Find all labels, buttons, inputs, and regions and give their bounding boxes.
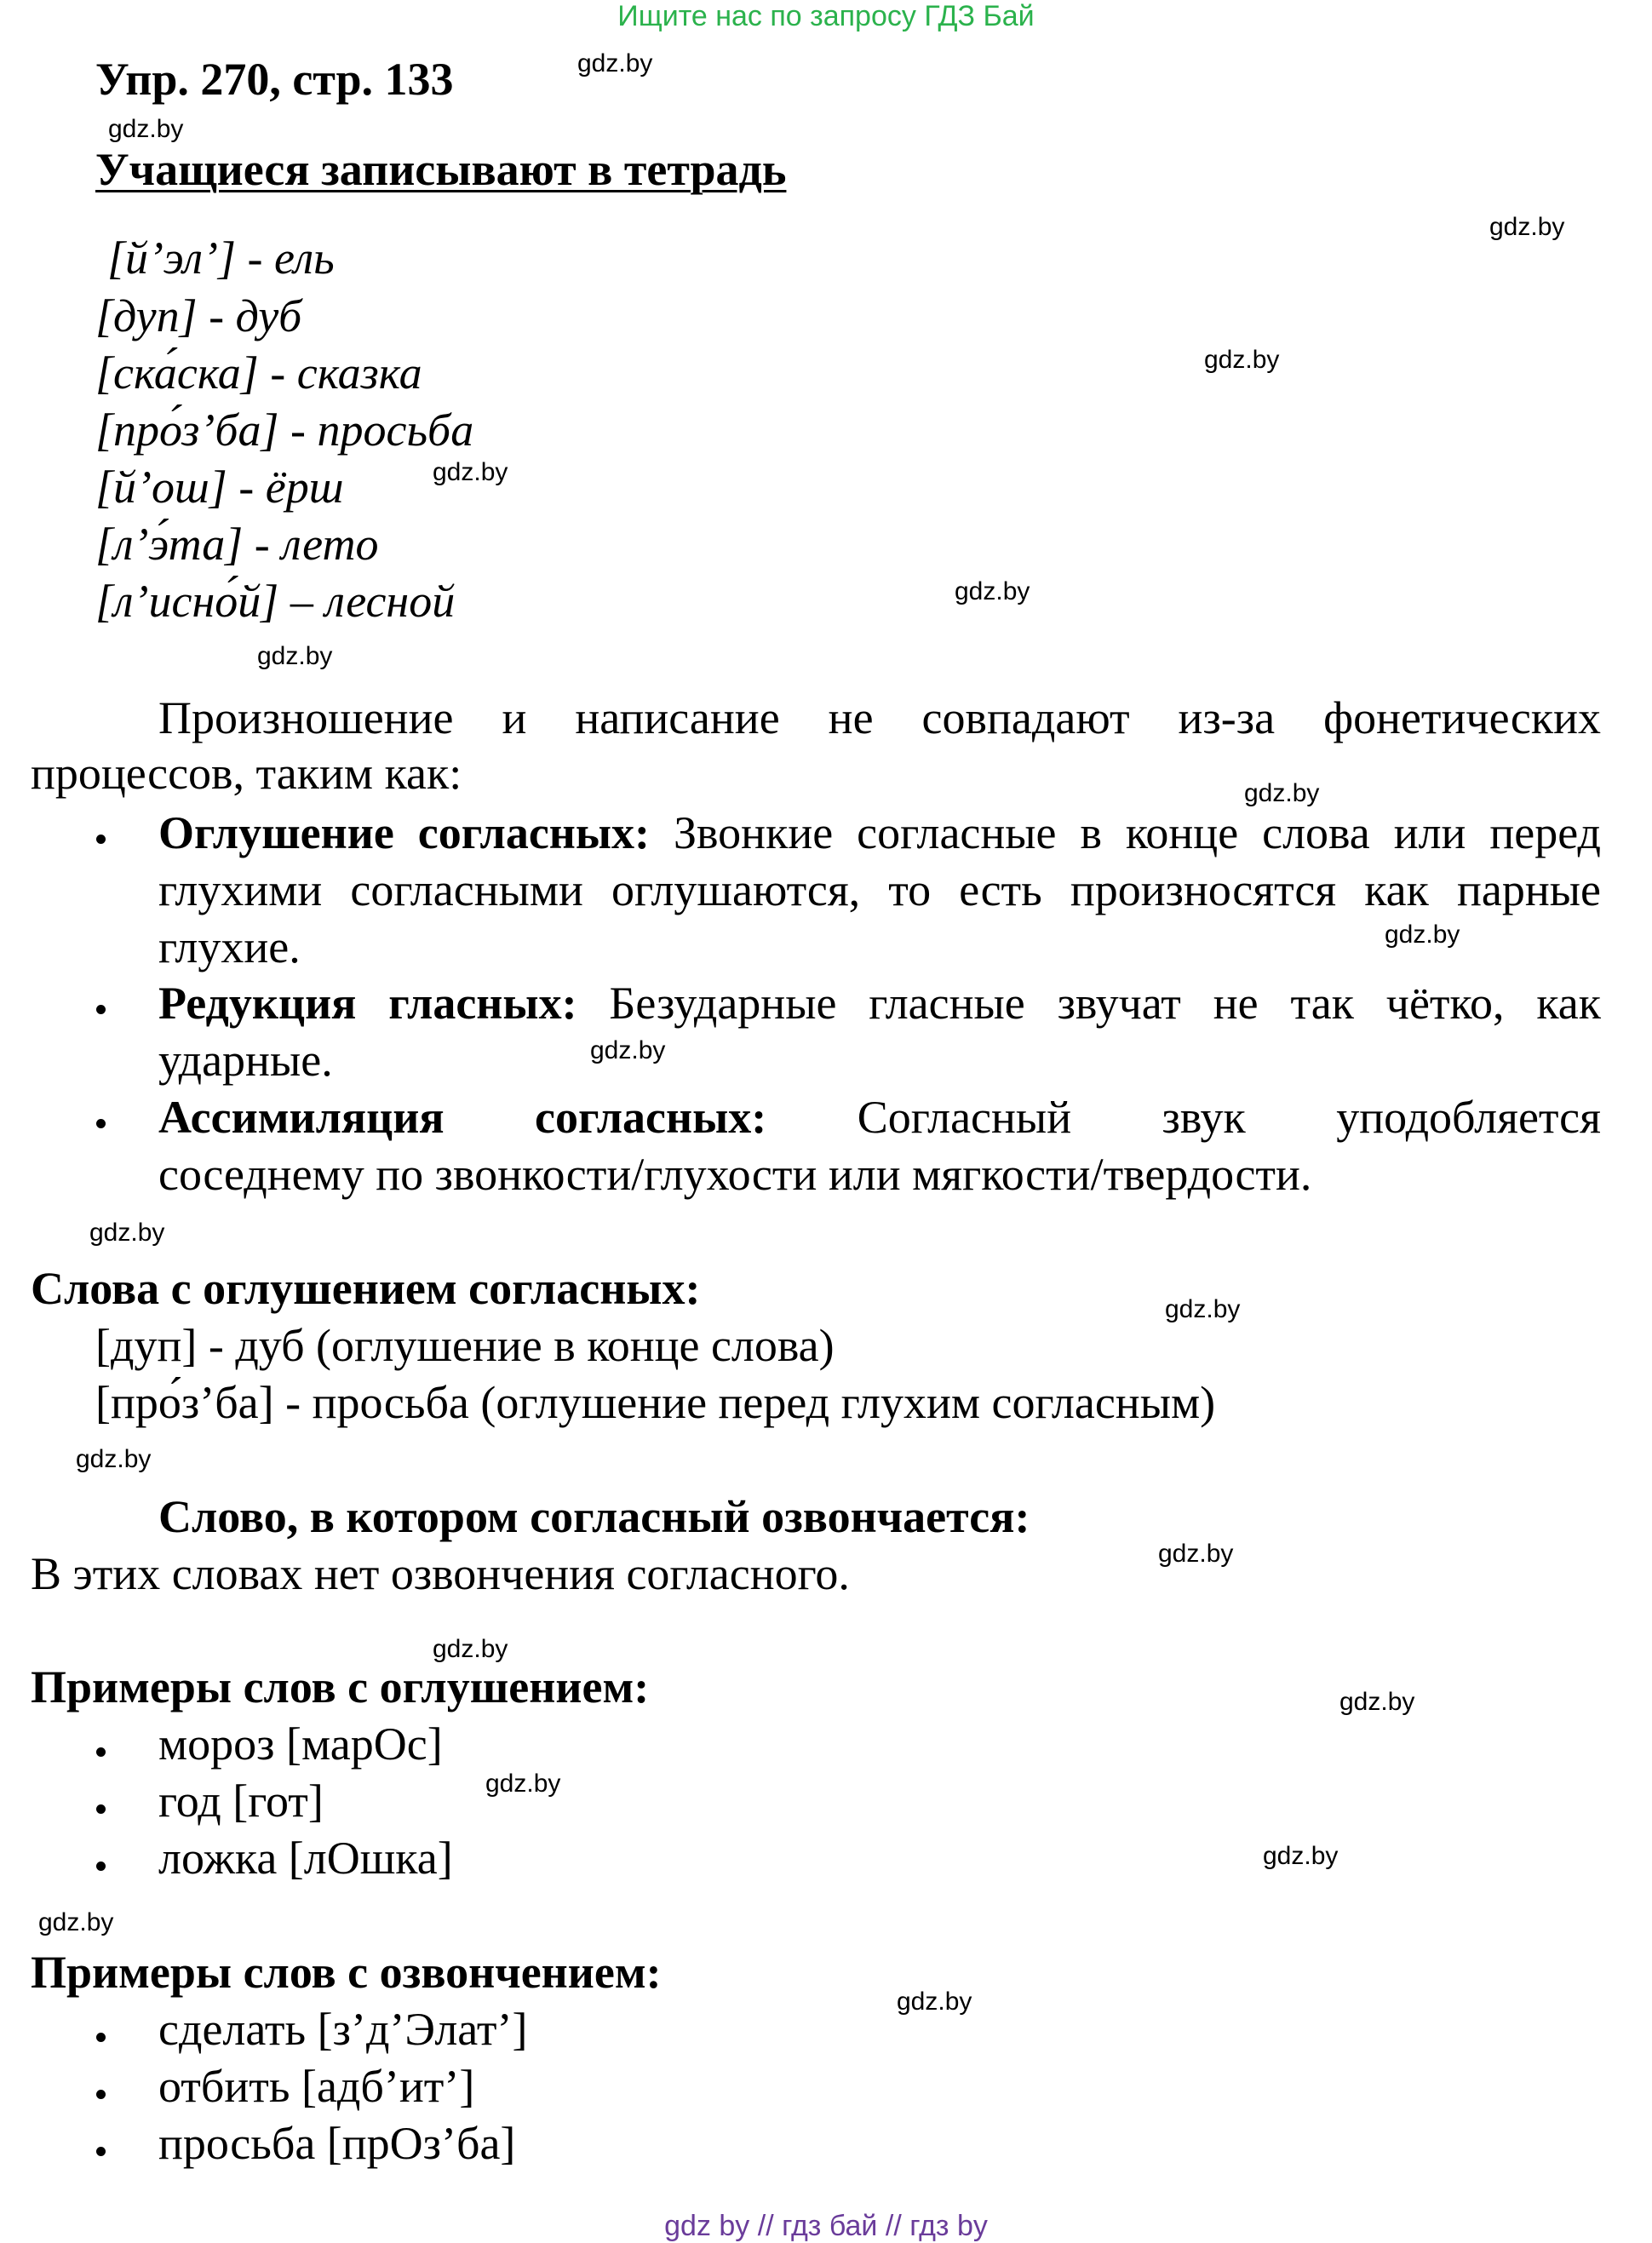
bullet-dot: [96, 1119, 106, 1128]
watermark: gdz.by: [485, 1770, 561, 1798]
process-text: соседнему по звонкости/глухости или мягкости/твердости.: [158, 1149, 1312, 1200]
bullet-dot: [96, 1862, 106, 1871]
watermark: gdz.by: [1263, 1842, 1339, 1870]
top-banner[interactable]: Ищите нас по запросу ГДЗ Бай: [617, 0, 1035, 32]
transcription-line: [й’эл’] - ель: [107, 232, 335, 284]
watermark: gdz.by: [1204, 346, 1280, 374]
bullet-dot: [96, 1804, 106, 1814]
devoicing-example: [про́з’ба] - просьба (оглушение перед глухим согласным): [95, 1377, 1216, 1428]
process-text: Согласный звук уподобляется: [857, 1092, 1601, 1143]
voicing-list-heading: Примеры слов с озвончением:: [31, 1947, 662, 1998]
voicing-word-heading: Слово, в котором согласный озвончается:: [158, 1491, 1030, 1542]
list-item: мороз [марОс]: [158, 1718, 443, 1770]
devoicing-list-heading: Примеры слов с оглушением:: [31, 1661, 650, 1712]
bullet-dot: [96, 1005, 106, 1014]
process-item-devoicing: [158, 805, 1601, 976]
watermark: gdz.by: [1158, 1540, 1234, 1568]
transcription-line: [про́з’ба] - просьба: [95, 404, 474, 456]
watermark: gdz.by: [89, 1219, 165, 1247]
process-text: глухие.: [158, 921, 301, 972]
devoicing-heading: Слова с оглушением согласных:: [31, 1263, 701, 1314]
watermark: gdz.by: [38, 1908, 114, 1936]
bullet-dot: [96, 2147, 106, 2156]
list-item: год [гот]: [158, 1775, 324, 1827]
transcription-line: [л’э́та] - лето: [95, 519, 379, 570]
watermark: gdz.by: [1339, 1688, 1415, 1716]
watermark: gdz.by: [1244, 779, 1320, 807]
watermark: gdz.by: [577, 49, 653, 77]
process-term: Редукция гласных:: [158, 978, 577, 1029]
process-item-assimilation: [158, 1089, 1601, 1203]
watermark: gdz.by: [1489, 213, 1565, 241]
list-item: сделать [з’д’Элат’]: [158, 2004, 528, 2055]
watermark: gdz.by: [955, 577, 1030, 605]
watermark: gdz.by: [257, 642, 333, 670]
process-text: ударные.: [158, 1035, 333, 1086]
section-subtitle: Учащиеся записывают в тетрадь: [95, 144, 787, 195]
process-term: Ассимиляция согласных:: [158, 1092, 767, 1143]
bullet-dot: [96, 1747, 106, 1757]
page-title: Упр. 270, стр. 133: [95, 54, 454, 105]
transcription-line: [й’ош] - ёрш: [95, 462, 344, 513]
bullet-dot: [96, 2090, 106, 2099]
watermark: gdz.by: [590, 1036, 666, 1064]
watermark: gdz.by: [76, 1445, 152, 1473]
watermark: gdz.by: [433, 1635, 508, 1663]
process-text: Безударные гласные звучат не так чётко, как: [609, 978, 1601, 1029]
list-item: отбить [адб’ит’]: [158, 2061, 475, 2112]
devoicing-example: [дуп] - дуб (оглушение в конце слова): [95, 1320, 835, 1371]
transcription-line: [ска́ска] - сказка: [95, 347, 422, 399]
process-item-reduction: [158, 975, 1601, 1089]
watermark: gdz.by: [108, 115, 184, 143]
process-text: глухими согласными оглушаются, то есть произносятся как парные: [158, 864, 1601, 915]
watermark: gdz.by: [897, 1988, 972, 2016]
process-term: Оглушение согласных:: [158, 807, 651, 858]
watermark: gdz.by: [433, 458, 508, 486]
watermark: gdz.by: [1385, 921, 1460, 949]
bullet-dot: [96, 835, 106, 844]
intro-line: процессов, таким как:: [31, 748, 462, 799]
process-text: Звонкие согласные в конце слова или перед: [674, 807, 1601, 858]
list-item: ложка [лОшка]: [158, 1833, 453, 1884]
list-item: просьба [прОз’ба]: [158, 2118, 516, 2169]
bullet-dot: [96, 2033, 106, 2042]
transcription-line: [дуп] - дуб: [95, 290, 302, 341]
footer-links[interactable]: gdz by // гдз бай // гдз by: [664, 2210, 988, 2242]
intro-paragraph: [158, 690, 1601, 747]
watermark: gdz.by: [1165, 1295, 1241, 1323]
intro-line: Произношение и написание не совпадают из-за фонетических: [158, 692, 1601, 743]
voicing-word-text: В этих словах нет озвончения согласного.: [31, 1548, 850, 1599]
transcription-line: [л’исно́й] – лесной: [95, 576, 456, 627]
